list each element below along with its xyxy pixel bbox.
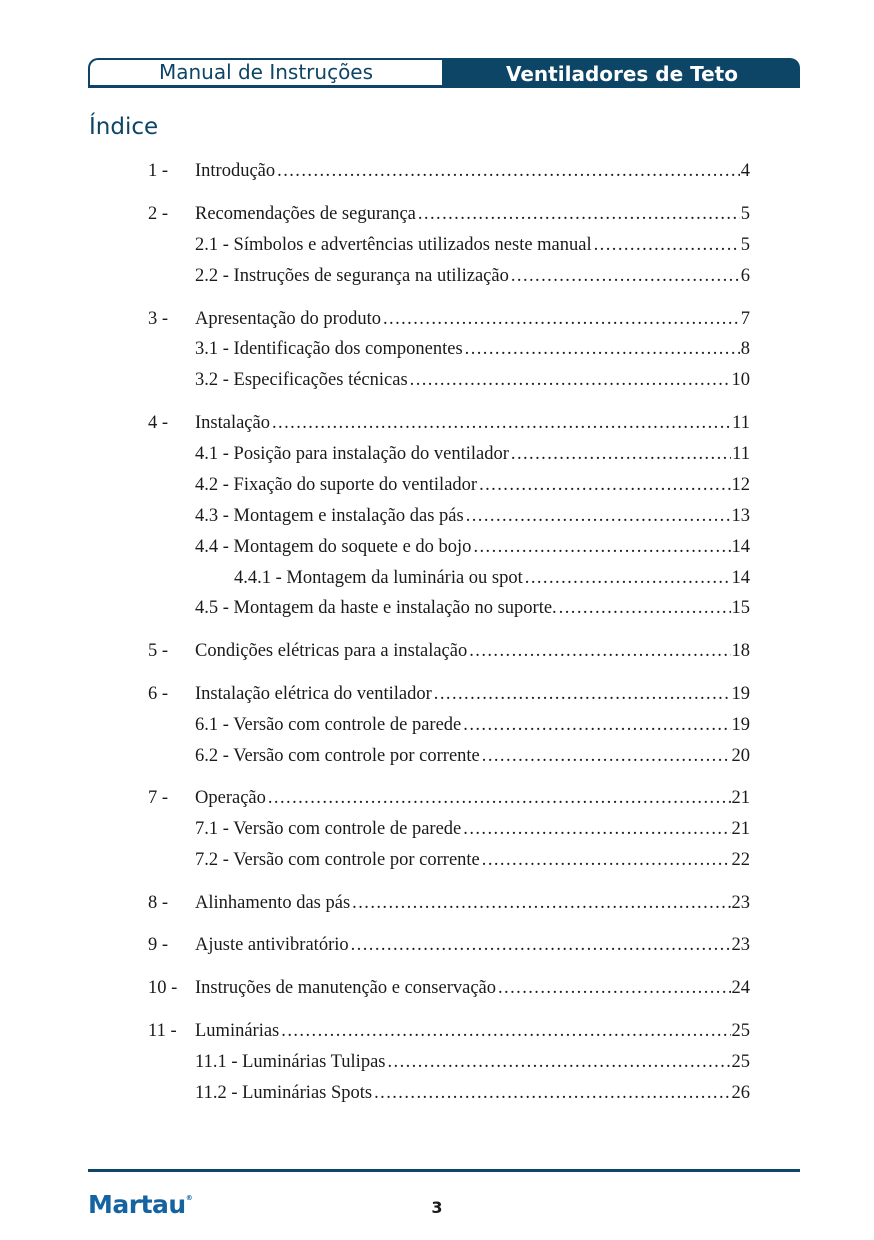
toc-entry-number: 11 - [148,1021,177,1041]
toc-entry-label: 3.1 - Identificação dos componentes [195,339,463,359]
toc-entry[interactable] [148,713,750,737]
toc-entry-label: 7.1 - Versão com controle de parede [195,819,462,839]
toc-entry[interactable] [148,848,750,872]
toc-entry-page: 21 [731,819,750,839]
toc-entry[interactable] [148,473,750,497]
toc-entry-page: 5 [740,204,750,224]
toc-entry-number: 1 - [148,161,169,181]
toc-entry-page: 20 [731,746,750,766]
manual-title: Manual de Instruções [90,60,442,85]
toc-entry-page: 7 [740,309,750,329]
toc-entry[interactable] [148,368,750,392]
toc-entry-number: 9 - [148,935,169,955]
toc-entry-number: 5 - [148,641,169,661]
toc-entry[interactable] [148,1081,750,1105]
toc-entry-label: 3.2 - Especificações técnicas [195,370,408,390]
toc-entry[interactable] [148,1050,750,1074]
toc-entry[interactable] [148,891,750,915]
toc-entry-label: 7.2 - Versão com controle por corrente [195,850,480,870]
toc-entry-page: 25 [731,1052,750,1072]
toc-entry-page: 11 [732,444,750,464]
toc-entry-page: 23 [731,935,750,955]
toc-entry-page: 8 [740,339,750,359]
toc-entry-page: 23 [731,893,750,913]
toc-entry-label: 4.4.1 - Montagem da luminária ou spot [234,568,523,588]
toc-entry[interactable] [148,202,750,226]
registered-mark: ® [185,1194,193,1202]
toc-entry[interactable] [148,596,750,620]
toc-entry[interactable] [148,442,750,466]
toc-entry[interactable] [148,307,750,331]
toc-entry-page: 24 [731,978,750,998]
toc-entry-page: 14 [731,568,750,588]
toc-entry-page: 14 [731,537,750,557]
toc-entry-label: 4.5 - Montagem da haste e instalação no suporte. [195,598,557,618]
toc-entry-label: Apresentação do produto [195,309,381,329]
toc-entry-label: Condições elétricas para a instalação [195,641,468,661]
toc-entry-page: 12 [731,475,750,495]
toc-entry-label: Alinhamento das pás [195,893,351,913]
toc-entry[interactable] [148,504,750,528]
toc-entry[interactable] [148,411,750,435]
toc-entry-label: Instruções de manutenção e conservação [195,978,496,998]
toc-entry-page: 19 [731,684,750,704]
toc-entry-label: 2.2 - Instruções de segurança na utilização [195,266,509,286]
toc-entry-number: 10 - [148,978,178,998]
toc-entry-page: 15 [731,598,750,618]
toc-entry-page: 21 [731,788,750,808]
toc-entry[interactable] [148,1019,750,1043]
toc-entry-page: 5 [740,235,750,255]
toc-entry[interactable] [148,566,750,590]
toc-entry[interactable] [148,786,750,810]
toc-entry[interactable] [148,337,750,361]
header-bar [88,58,800,88]
toc-entry-label: 4.1 - Posição para instalação do ventilador [195,444,509,464]
toc-entry-label: 4.4 - Montagem do soquete e do bojo [195,537,472,557]
page-number: 3 [431,1198,443,1217]
toc-entry-page: 4 [740,161,750,181]
product-title: Ventiladores de Teto [505,62,738,86]
toc-entry-label: Instalação [195,413,270,433]
toc-entry-page: 10 [731,370,750,390]
toc-entry-label: Operação [195,788,266,808]
toc-entry[interactable] [148,933,750,957]
toc-entry-page: 19 [731,715,750,735]
toc-entry-label: Instalação elétrica do ventilador [195,684,432,704]
toc-entry[interactable] [148,159,750,183]
toc-entry[interactable] [148,233,750,257]
toc-entry-label: 6.2 - Versão com controle por corrente [195,746,480,766]
toc-entry[interactable] [148,264,750,288]
toc-entry-label: 4.3 - Montagem e instalação das pás [195,506,464,526]
toc-entry-label: 11.1 - Luminárias Tulipas [195,1052,386,1072]
toc-entry-number: 2 - [148,204,169,224]
toc-entry-number: 3 - [148,309,169,329]
toc-entry[interactable] [148,682,750,706]
toc-entry-page: 13 [731,506,750,526]
toc-entry-number: 6 - [148,684,169,704]
toc-entry-number: 8 - [148,893,169,913]
toc-entry[interactable] [148,976,750,1000]
toc-entry-page: 22 [731,850,750,870]
toc-entry-label: 11.2 - Luminárias Spots [195,1083,373,1103]
toc-entry-page: 11 [732,413,750,433]
toc-entry-label: Luminárias [195,1021,280,1041]
page-title: Índice [89,114,159,140]
footer-divider [88,1169,800,1172]
toc-entry-page: 6 [740,266,750,286]
toc-entry[interactable] [148,817,750,841]
toc-entry-label: Recomendações de segurança [195,204,416,224]
toc-entry-number: 7 - [148,788,169,808]
toc-entry-number: 4 - [148,413,169,433]
toc-entry[interactable] [148,744,750,768]
brand-logo-text: Martau [88,1190,186,1219]
toc-entry-page: 26 [731,1083,750,1103]
toc-entry-label: 4.2 - Fixação do suporte do ventilador [195,475,478,495]
toc-entry-label: Ajuste antivibratório [195,935,349,955]
toc-entry-label: 6.1 - Versão com controle de parede [195,715,462,735]
toc-entry-label: Introdução [195,161,276,181]
toc-entry-page: 25 [731,1021,750,1041]
toc-entry-page: 18 [731,641,750,661]
toc-entry-label: 2.1 - Símbolos e advertências utilizados neste manual [195,235,592,255]
toc-entry[interactable] [148,535,750,559]
toc-entry[interactable] [148,639,750,663]
